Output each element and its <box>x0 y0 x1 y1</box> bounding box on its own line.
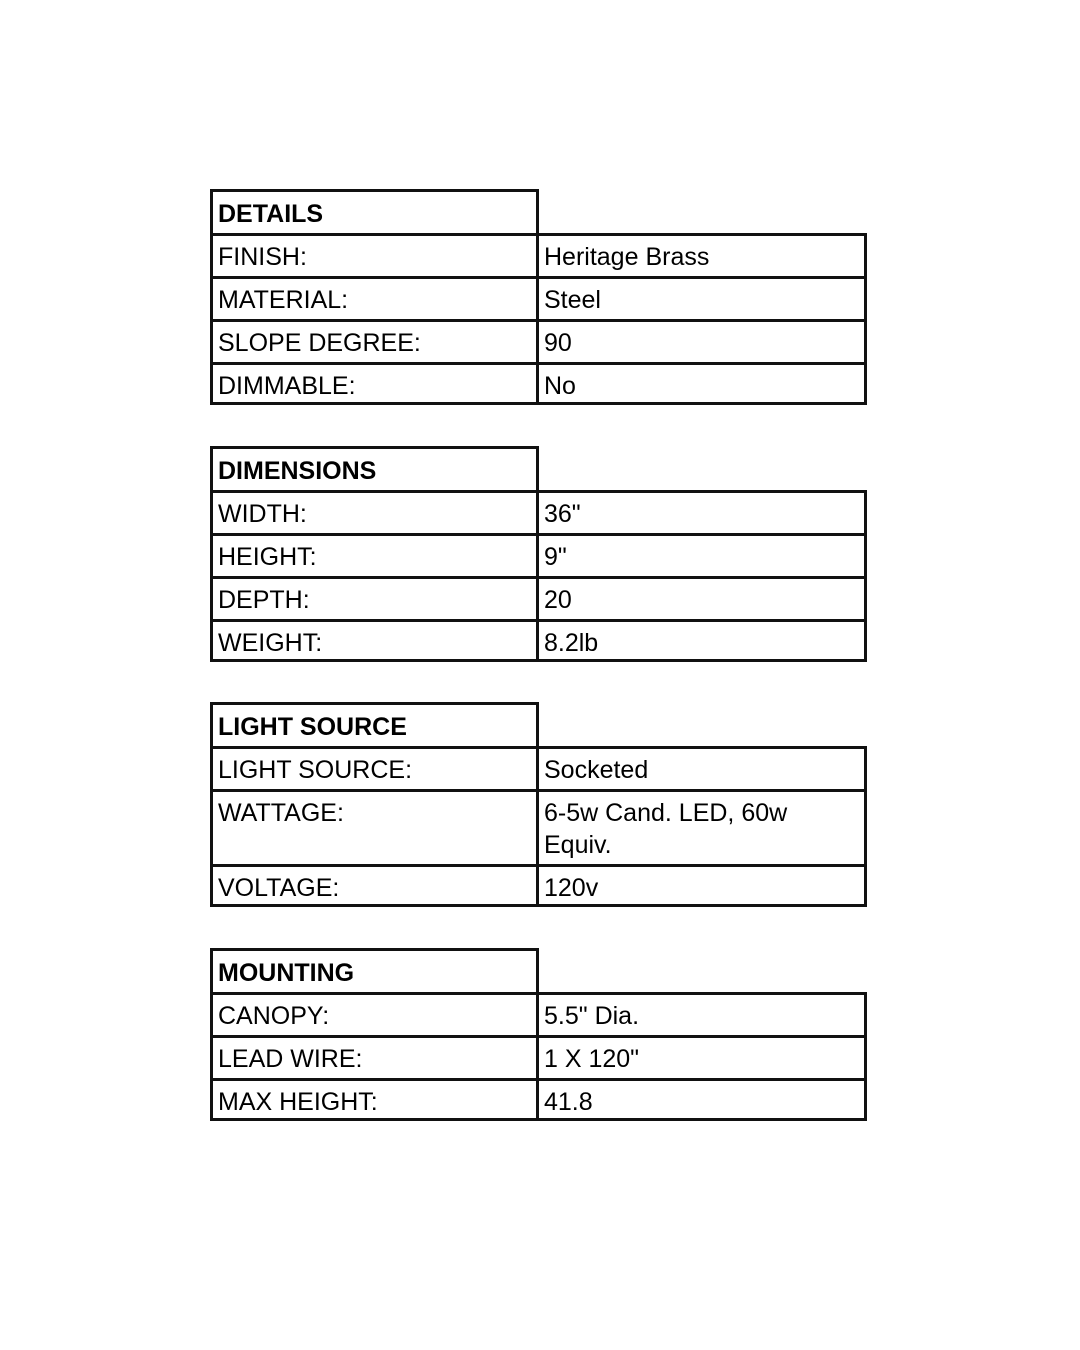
spec-value: 41.8 <box>539 1078 867 1121</box>
section-title: MOUNTING <box>210 948 539 992</box>
mounting-header-row <box>210 948 867 992</box>
table-row <box>210 490 867 533</box>
spec-label: LIGHT SOURCE: <box>210 746 539 789</box>
spec-label: FINISH: <box>210 233 539 276</box>
spec-label: LEAD WIRE: <box>210 1035 539 1078</box>
table-row <box>210 1035 867 1078</box>
spec-label: CANOPY: <box>210 992 539 1035</box>
spec-value: 20 <box>539 576 867 619</box>
section-title: DIMENSIONS <box>210 446 539 490</box>
light-source-table <box>210 702 867 907</box>
spec-value: 8.2lb <box>539 619 867 662</box>
spec-value: 36" <box>539 490 867 533</box>
spec-label: DEPTH: <box>210 576 539 619</box>
spec-value: 120v <box>539 864 867 907</box>
table-row <box>210 864 867 907</box>
dimensions-table <box>210 446 867 662</box>
table-row <box>210 576 867 619</box>
table-row <box>210 992 867 1035</box>
spec-label: DIMMABLE: <box>210 362 539 405</box>
spec-label: WEIGHT: <box>210 619 539 662</box>
table-row <box>210 362 867 405</box>
details-table <box>210 189 867 405</box>
table-row <box>210 789 867 864</box>
section-title: LIGHT SOURCE <box>210 702 539 746</box>
spec-label: WIDTH: <box>210 490 539 533</box>
spec-label: HEIGHT: <box>210 533 539 576</box>
spec-label: MATERIAL: <box>210 276 539 319</box>
table-row <box>210 233 867 276</box>
spec-value: 6-5w Cand. LED, 60w Equiv. <box>539 789 867 864</box>
dimensions-header-row <box>210 446 867 490</box>
spec-value: No <box>539 362 867 405</box>
spec-value: 1 X 120" <box>539 1035 867 1078</box>
table-row <box>210 319 867 362</box>
table-row <box>210 533 867 576</box>
spec-value: Socketed <box>539 746 867 789</box>
spec-value: 5.5" Dia. <box>539 992 867 1035</box>
spec-value: 9" <box>539 533 867 576</box>
details-header-row <box>210 189 867 233</box>
mounting-table <box>210 948 867 1121</box>
spec-label: SLOPE DEGREE: <box>210 319 539 362</box>
light-source-header-row <box>210 702 867 746</box>
section-title: DETAILS <box>210 189 539 233</box>
spec-label: VOLTAGE: <box>210 864 539 907</box>
spec-value: Steel <box>539 276 867 319</box>
table-row <box>210 619 867 662</box>
spec-value: Heritage Brass <box>539 233 867 276</box>
spec-label: WATTAGE: <box>210 789 539 864</box>
table-row <box>210 1078 867 1121</box>
spec-label: MAX HEIGHT: <box>210 1078 539 1121</box>
table-row <box>210 746 867 789</box>
spec-value: 90 <box>539 319 867 362</box>
table-row <box>210 276 867 319</box>
